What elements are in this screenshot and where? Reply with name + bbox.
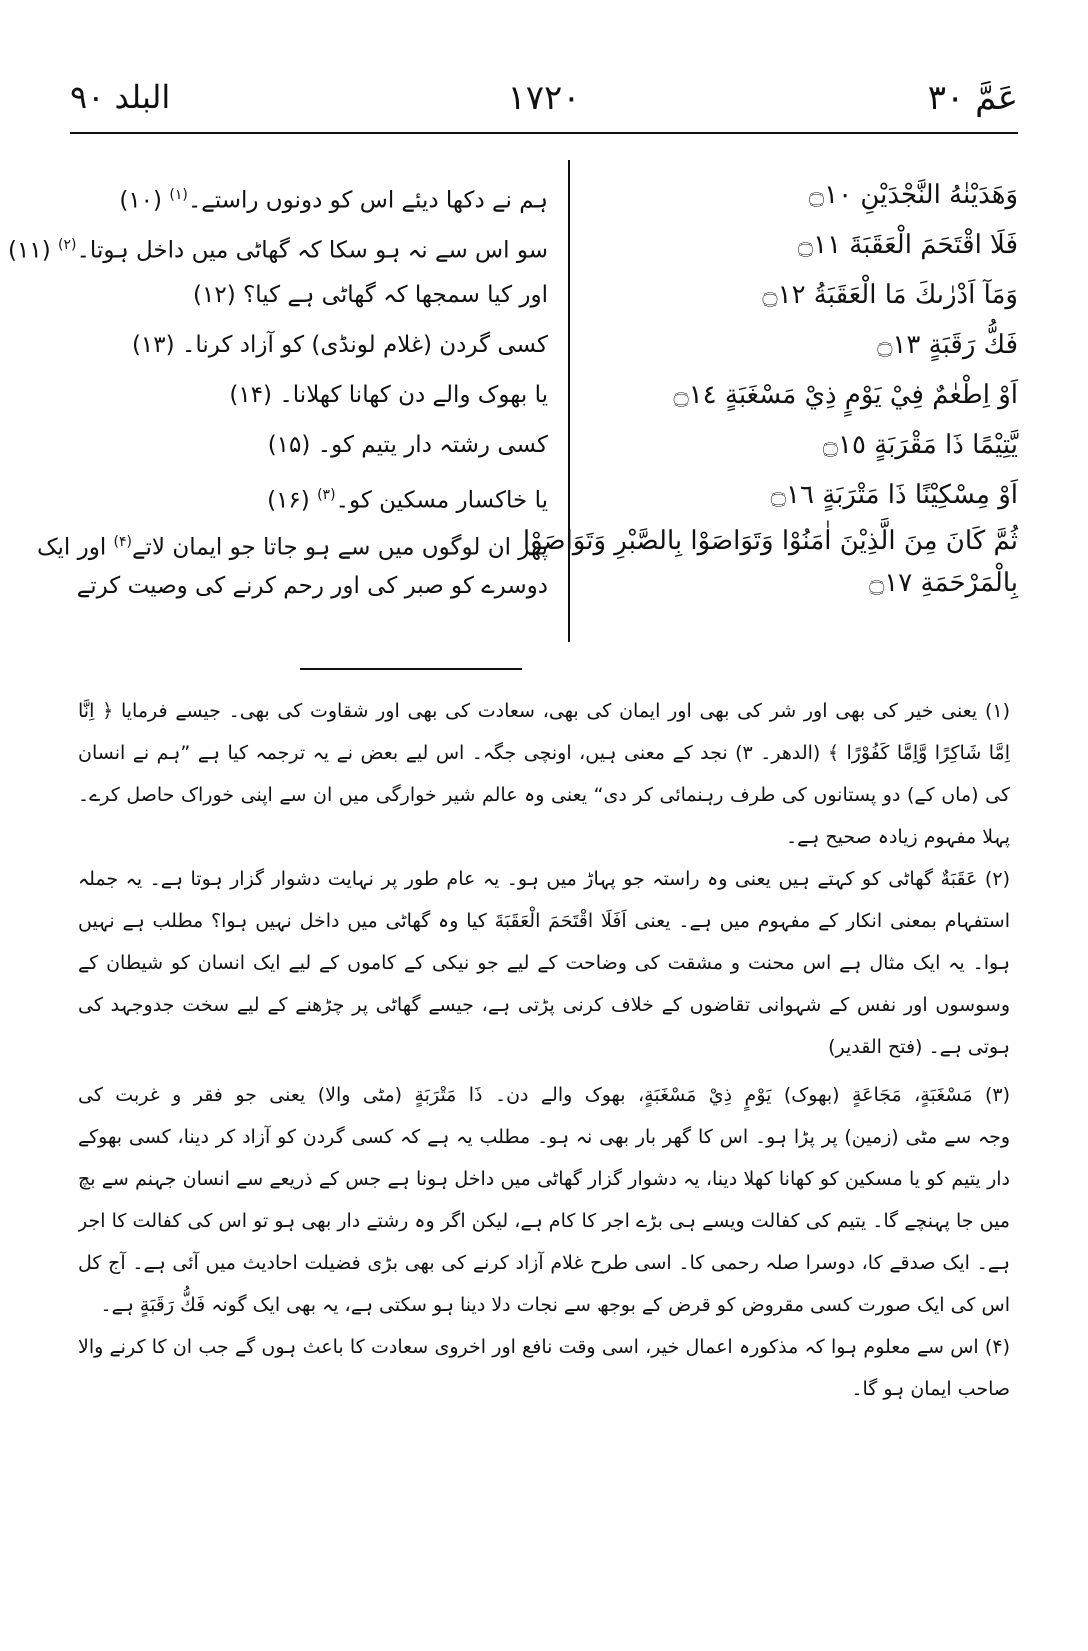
footnote-line: وسوسوں اور نفس کے شہوانی تقاضوں کے خلاف کرنی پڑتی ہے، جیسے گھاٹی پر چڑھنے کے لیے سخت جدوجہد کی [78, 994, 1010, 1016]
footnote-ref: (۴) [113, 534, 133, 550]
footnote-line: ہوا۔ یہ ایک مثال ہے اس محنت و مشقت کی وضاحت کے لیے جو نیکی کے کاموں کے لیے ایک انسان کو شیطان کے [78, 952, 1010, 974]
translation-line: ہم نے دکھا دیئے اس کو دونوں راستے۔$^{(۱)}$ (۱۰) [119, 187, 548, 214]
arabic-verse: فَلَا اقْتَحَمَ الْعَقَبَةَ ۝١١ [797, 230, 1018, 260]
footnote-line: کی (ماں کے) دو پستانوں کی طرف رہنمائی کر دی“ یعنی وہ عالم شیر خوارگی میں ان سے اپنی خوراک حاصل کرے۔ [78, 784, 1010, 806]
page-number: ۱۷۲۰ [507, 78, 581, 118]
translation-line: کسی گردن (غلام لونڈی) کو آزاد کرنا۔ (۱۳) [131, 332, 548, 358]
translation-line: دوسرے کو صبر کی اور رحم کرنے کی وصیت کرتے [76, 573, 548, 599]
arabic-verse: يَّتِيْمًا ذَا مَقْرَبَةٍ ۝١٥ [822, 430, 1018, 460]
arabic-verse: وَهَدَيْنٰهُ النَّجْدَيْنِ ۝١٠ [808, 180, 1018, 210]
arabic-verse: اَوْ اِطْعٰمٌ فِيْ يَوْمٍ ذِيْ مَسْغَبَةٍ ۝١٤ [673, 380, 1018, 410]
footnote-line: صاحب ایمان ہو گا۔ [851, 1378, 1010, 1400]
translation-line: یا بھوک والے دن کھانا کھلانا۔ (۱۴) [229, 382, 548, 408]
footnote-line: اِمَّا شَاكِرًا وَّاِمَّا كَفُوْرًا ﴾ (الدھر۔ ۳) نجد کے معنی ہیں، اونچی جگہ۔ اس لیے بعض نے یہ ترجمہ کیا ہے ”ہم نے انسان [78, 742, 1010, 764]
arabic-verse: بِالْمَرْحَمَةِ ۝١٧ [869, 568, 1018, 598]
translation-line: اور کیا سمجھا کہ گھاٹی ہے کیا؟ (۱۲) [193, 282, 548, 308]
footnote-line: استفہام بمعنی انکار کے مفہوم میں ہے۔ یعنی اَفَلَا اقْتَحَمَ الْعَقَبَةَ کیا وہ گھاٹی میں داخل نہیں ہوا؟ مطلب ہے نہیں [78, 910, 1010, 932]
footnote-line: ہے۔ ایک صدقے کا، دوسرا صلہ رحمی کا۔ اسی طرح غلام آزاد کرنے کی بھی بڑی فضیلت احادیث میں آئی ہے۔ آج کل [78, 1252, 1010, 1274]
footnote-ref: (۳) [317, 487, 336, 503]
footnote-line: (۳) مَسْغَبَةٍ، مَجَاعَةٍ (بھوک) يَوْمٍ ذِيْ مَسْغَبَةٍ، بھوک والے دن۔ ذَا مَتْرَبَةٍ (مٹی والا) یعنی جو فقر و غربت کی [78, 1084, 1010, 1106]
arabic-verse: وَمَآ اَدْرٰىكَ مَا الْعَقَبَةُ ۝١٢ [762, 280, 1018, 310]
footnote-line: ہوتی ہے۔ (فتح القدیر) [828, 1036, 1010, 1058]
arabic-verse: اَوْ مِسْكِيْنًا ذَا مَتْرَبَةٍ ۝١٦ [770, 480, 1018, 510]
arabic-verse: فَكُّ رَقَبَةٍ ۝١٣ [877, 330, 1018, 360]
footnote-ref: (۲) [57, 237, 77, 253]
urdu-translation [7, 170, 548, 608]
footnote-ref: (۱) [169, 187, 188, 203]
header-divider [70, 132, 1018, 134]
arabic-verses [522, 170, 1018, 604]
translation-line: پھر ان لوگوں میں سے ہو جاتا جو ایمان لاتے$^{(۴)}$ اور ایک [36, 534, 548, 561]
footnote-separator [300, 668, 522, 670]
translation-line: سو اس سے نہ ہو سکا کہ گھاٹی میں داخل ہوتا۔$^{(۲)}$ (۱۱) [7, 237, 548, 264]
translation-line: کسی رشتہ دار یتیم کو۔ (۱۵) [267, 432, 548, 458]
page-header [70, 78, 1018, 128]
footnote-line: وجہ سے مٹی (زمین) پر پڑا ہو۔ اس کا گھر بار بھی نہ ہو۔ مطلب یہ ہے کہ کسی گردن کو آزاد کر دینا، کسی بھوکے [78, 1126, 1010, 1148]
footnote-line: (۲) عَقَبَةٌ گھاٹی کو کہتے ہیں یعنی وہ راستہ جو پہاڑ میں ہو۔ یہ عام طور پر نہایت دشوار گزار ہوتا ہے۔ یہ جملہ [78, 868, 1010, 890]
translation-line: یا خاکسار مسکین کو۔$^{(۳)}$ (۱۶) [267, 487, 548, 514]
juz-label: عَمَّ ۳۰ [927, 78, 1018, 118]
surah-label: البلد ۹۰ [70, 78, 171, 116]
arabic-verse: ثُمَّ كَانَ مِنَ الَّذِيْنَ اٰمَنُوْا وَتَوَاصَوْا بِالصَّبْرِ وَتَوَاصَوْا [522, 526, 1018, 556]
footnote-line: میں جا پہنچے گا۔ یتیم کی کفالت ویسے ہی بڑے اجر کا کام ہے، لیکن اگر وہ رشتے دار بھی ہو تو اس کی کفالت کا اجر [78, 1210, 1010, 1232]
footnote-line: (۴) اس سے معلوم ہوا کہ مذکورہ اعمال خیر، اسی وقت نافع اور اخروی سعادت کا باعث ہوں گے جب ان کا کرنے والا [78, 1336, 1010, 1358]
footnote-line: اس کی ایک صورت کسی مقروض کو قرض کے بوجھ سے نجات دلا دینا ہو سکتی ہے، یہ بھی ایک گونہ فَكُّ رَقَبَةٍ ہے۔ [100, 1294, 1010, 1316]
column-divider [568, 160, 570, 642]
footnotes [78, 690, 1010, 1410]
footnote-line: دار یتیم کو یا مسکین کو کھانا کھلا دینا، یہ دشوار گزار گھاٹی میں داخل ہونا ہے جس کے ذریعے سے انسان جہنم سے بچ [78, 1168, 1010, 1190]
footnote-line: (۱) یعنی خیر کی بھی اور شر کی بھی اور ایمان کی بھی، سعادت کی بھی اور شقاوت کی بھی۔ جیسے فرمایا ﴿ اِنَّا [78, 700, 1010, 722]
footnote-line: پہلا مفہوم زیادہ صحیح ہے۔ [785, 826, 1010, 848]
